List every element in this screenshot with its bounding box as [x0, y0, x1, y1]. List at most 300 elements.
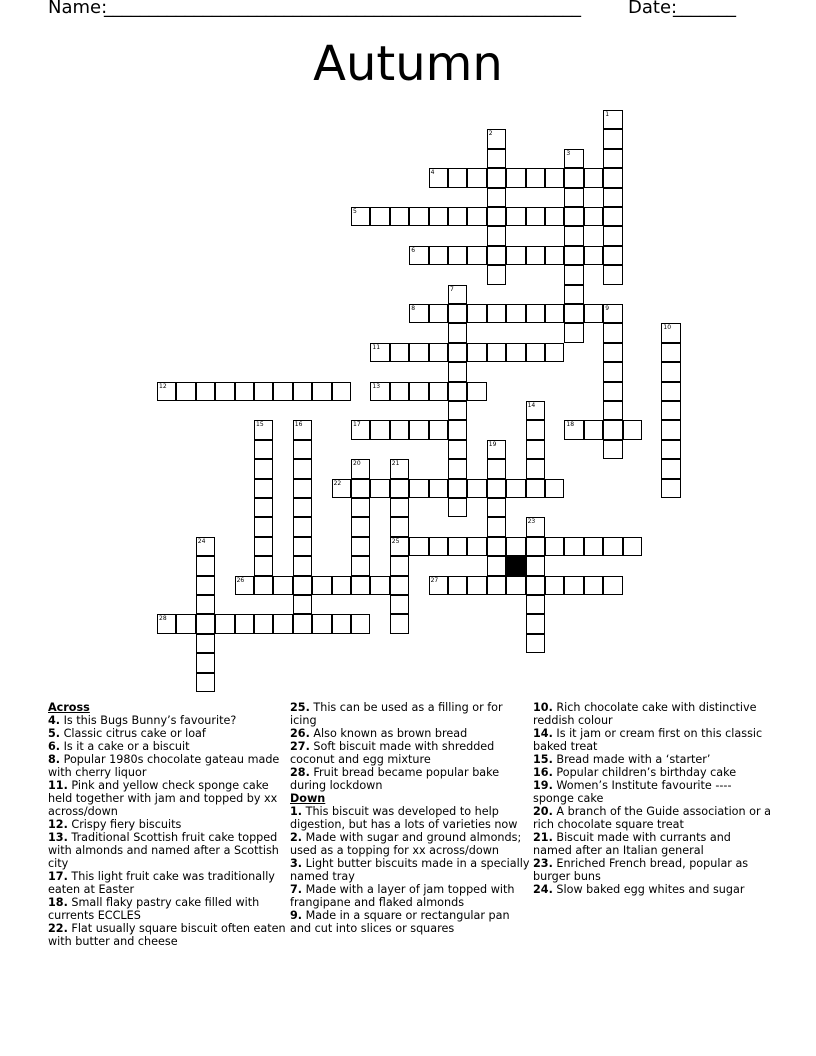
across-clue — [48, 896, 288, 922]
grid-cell[interactable] — [332, 479, 351, 498]
grid-cell[interactable] — [564, 285, 583, 304]
grid-cell[interactable] — [526, 304, 545, 323]
down-clue — [290, 883, 530, 909]
clue-number: 27 — [430, 576, 439, 584]
grid-cell[interactable] — [429, 382, 448, 401]
clue-number: 28 — [159, 615, 167, 623]
grid-cell[interactable] — [390, 595, 409, 614]
grid-cell[interactable] — [526, 634, 545, 653]
grid-cell[interactable] — [603, 304, 622, 323]
grid-cell[interactable] — [196, 382, 215, 401]
grid-cell[interactable] — [254, 479, 273, 498]
grid-cell[interactable] — [526, 556, 545, 575]
clue-text: Traditional Scottish fruit cake topped with almonds and named after a Scottish city — [48, 831, 279, 870]
clue-number-label: 25. — [290, 701, 310, 714]
grid-cell[interactable] — [409, 479, 428, 498]
grid-cell[interactable] — [661, 323, 680, 342]
clue-number: 11 — [372, 343, 381, 351]
grid-cell[interactable] — [293, 479, 312, 498]
grid-cell[interactable] — [506, 207, 525, 226]
clue-number-label: 27. — [290, 740, 310, 753]
grid-cell[interactable] — [448, 479, 467, 498]
grid-cell[interactable] — [429, 207, 448, 226]
grid-cell[interactable] — [603, 537, 622, 556]
grid-cell[interactable] — [661, 382, 680, 401]
grid-cell[interactable] — [584, 168, 603, 187]
clue-number-label: 5. — [48, 727, 61, 740]
grid-cell[interactable] — [448, 362, 467, 381]
grid-cell[interactable] — [584, 420, 603, 439]
grid-cell[interactable] — [545, 576, 564, 595]
grid-cell[interactable] — [467, 207, 486, 226]
clue-text: Is this Bugs Bunny’s favourite? — [63, 714, 237, 727]
grid-cell[interactable] — [487, 246, 506, 265]
grid-cell[interactable] — [157, 382, 176, 401]
clue-number-label: 24. — [533, 883, 553, 896]
grid-cell[interactable] — [429, 420, 448, 439]
clue-number-label: 28. — [290, 766, 310, 779]
grid-cell[interactable] — [429, 246, 448, 265]
grid-cell[interactable] — [564, 537, 583, 556]
grid-cell[interactable] — [603, 110, 622, 129]
grid-cell[interactable] — [273, 576, 292, 595]
grid-cell[interactable] — [332, 382, 351, 401]
grid-cell[interactable] — [487, 129, 506, 148]
grid-cell[interactable] — [176, 382, 195, 401]
clue-number: 1 — [605, 111, 610, 118]
grid-cell[interactable] — [409, 537, 428, 556]
grid-cell[interactable] — [506, 168, 525, 187]
grid-cell[interactable] — [370, 382, 389, 401]
grid-cell[interactable] — [312, 382, 331, 401]
clue-text: Women’s Institute favourite ---- sponge cake — [533, 779, 732, 805]
grid-cell[interactable] — [526, 401, 545, 420]
grid-cell[interactable] — [487, 207, 506, 226]
grid-cell[interactable] — [487, 304, 506, 323]
grid-cell[interactable] — [293, 576, 312, 595]
grid-cell[interactable] — [390, 498, 409, 517]
grid-cell[interactable] — [351, 576, 370, 595]
grid-cell[interactable] — [603, 343, 622, 362]
clue-number-label: 18. — [48, 896, 68, 909]
grid-cell[interactable] — [409, 246, 428, 265]
across-clue — [48, 922, 288, 948]
grid-cell[interactable] — [661, 420, 680, 439]
grid-cell[interactable] — [526, 420, 545, 439]
clue-number: 2 — [488, 130, 493, 138]
grid-cell[interactable] — [467, 246, 486, 265]
grid-cell[interactable] — [467, 479, 486, 498]
grid-cell[interactable] — [564, 188, 583, 207]
grid-cell[interactable] — [603, 246, 622, 265]
grid-cell[interactable] — [467, 168, 486, 187]
grid-cell[interactable] — [332, 576, 351, 595]
grid-cell[interactable] — [564, 207, 583, 226]
grid-cell[interactable] — [351, 207, 370, 226]
grid-cell[interactable] — [254, 517, 273, 536]
grid-cell[interactable] — [487, 498, 506, 517]
grid-cell[interactable] — [545, 304, 564, 323]
grid-cell[interactable] — [487, 479, 506, 498]
grid-cell[interactable] — [487, 168, 506, 187]
grid-cell[interactable] — [545, 246, 564, 265]
clue-number: 13 — [372, 382, 381, 390]
clue-number-label: 17. — [48, 870, 68, 883]
clue-number-label: 26. — [290, 727, 310, 740]
down-clue — [533, 831, 773, 857]
grid-cell[interactable] — [390, 459, 409, 478]
grid-cell[interactable] — [564, 323, 583, 342]
clue-number-label: 12. — [48, 818, 68, 831]
clue-text: Made in a square or rectangular pan and cut into slices or squares — [290, 909, 510, 935]
grid-cell[interactable] — [409, 343, 428, 362]
grid-cell[interactable] — [661, 459, 680, 478]
grid-cell[interactable] — [390, 556, 409, 575]
grid-cell[interactable] — [526, 207, 545, 226]
grid-cell[interactable] — [293, 595, 312, 614]
grid-cell[interactable] — [584, 304, 603, 323]
grid-cell[interactable] — [235, 576, 254, 595]
grid-cell[interactable] — [293, 440, 312, 459]
grid-cell[interactable] — [603, 207, 622, 226]
grid-cell[interactable] — [351, 479, 370, 498]
grid-cell[interactable] — [526, 343, 545, 362]
grid-cell[interactable] — [351, 420, 370, 439]
grid-cell[interactable] — [584, 246, 603, 265]
grid-cell[interactable] — [409, 304, 428, 323]
grid-cell[interactable] — [370, 479, 389, 498]
grid-cell[interactable] — [467, 382, 486, 401]
clue-text: Classic citrus cake or loaf — [63, 727, 206, 740]
grid-cell[interactable] — [545, 537, 564, 556]
clue-text: Flat usually square biscuit often eaten with butter and cheese — [48, 922, 286, 948]
across-clue — [48, 870, 288, 896]
grid-cell[interactable] — [254, 614, 273, 633]
grid-cell[interactable] — [409, 420, 428, 439]
grid-cell[interactable] — [390, 382, 409, 401]
grid-cell[interactable] — [176, 614, 195, 633]
grid-cell[interactable] — [254, 440, 273, 459]
clue-text: Is it a cake or a biscuit — [63, 740, 190, 753]
grid-cell[interactable] — [448, 576, 467, 595]
clue-number: 5 — [353, 208, 357, 215]
grid-cell[interactable] — [448, 420, 467, 439]
grid-cell[interactable] — [196, 556, 215, 575]
grid-cell[interactable] — [487, 459, 506, 478]
grid-cell[interactable] — [196, 614, 215, 633]
grid-cell[interactable] — [603, 362, 622, 381]
grid-cell[interactable] — [564, 168, 583, 187]
grid-cell[interactable] — [603, 440, 622, 459]
grid-cell[interactable] — [351, 459, 370, 478]
clue-text: Made with sugar and ground almonds; used as a topping for xx across/down — [290, 831, 522, 857]
grid-cell[interactable] — [661, 440, 680, 459]
down-clue — [533, 727, 773, 753]
grid-cell[interactable] — [293, 537, 312, 556]
grid-cell[interactable] — [603, 576, 622, 595]
grid-cell[interactable] — [312, 614, 331, 633]
grid-cell[interactable] — [467, 343, 486, 362]
grid-cell[interactable] — [448, 168, 467, 187]
grid-cell[interactable] — [448, 285, 467, 304]
grid-cell[interactable] — [661, 401, 680, 420]
grid-cell[interactable] — [526, 459, 545, 478]
grid-cell[interactable] — [215, 614, 234, 633]
grid-cell[interactable] — [390, 614, 409, 633]
clue-number: 4 — [430, 169, 435, 177]
grid-cell[interactable] — [603, 265, 622, 284]
grid-cell[interactable] — [351, 517, 370, 536]
grid-cell[interactable] — [293, 556, 312, 575]
grid-cell[interactable] — [448, 246, 467, 265]
grid-cell[interactable] — [526, 168, 545, 187]
grid-cell[interactable] — [564, 576, 583, 595]
grid-cell[interactable] — [506, 304, 525, 323]
grid-cell[interactable] — [370, 420, 389, 439]
grid-cell[interactable] — [487, 343, 506, 362]
grid-cell[interactable] — [661, 479, 680, 498]
clue-number: 16 — [294, 421, 303, 429]
grid-cell[interactable] — [526, 517, 545, 536]
grid-cell[interactable] — [545, 168, 564, 187]
grid-cell[interactable] — [526, 440, 545, 459]
clue-number-label: 3. — [290, 857, 303, 870]
across-clue — [48, 753, 288, 779]
grid-cell[interactable] — [564, 149, 583, 168]
grid-cell[interactable] — [332, 614, 351, 633]
clue-number: 8 — [411, 305, 416, 312]
across-clue — [290, 766, 530, 792]
grid-cell[interactable] — [506, 343, 525, 362]
grid-cell[interactable] — [293, 614, 312, 633]
grid-cell[interactable] — [370, 207, 389, 226]
down-clue — [533, 805, 773, 831]
grid-cell[interactable] — [254, 382, 273, 401]
grid-cell[interactable] — [603, 129, 622, 148]
grid-cell[interactable] — [448, 304, 467, 323]
grid-cell[interactable] — [564, 420, 583, 439]
grid-cell[interactable] — [564, 304, 583, 323]
grid-cell[interactable] — [584, 537, 603, 556]
grid-cell[interactable] — [390, 343, 409, 362]
grid-cell[interactable] — [448, 401, 467, 420]
grid-cell[interactable] — [623, 420, 642, 439]
name-label: Name: — [48, 0, 108, 18]
clue-number: 20 — [353, 460, 361, 468]
grid-cell[interactable] — [526, 576, 545, 595]
grid-cell[interactable] — [526, 479, 545, 498]
grid-cell[interactable] — [448, 207, 467, 226]
grid-cell[interactable] — [661, 343, 680, 362]
grid-cell[interactable] — [487, 226, 506, 245]
clue-text: Slow baked egg whites and sugar — [556, 883, 745, 896]
grid-cell[interactable] — [487, 188, 506, 207]
grid-cell[interactable] — [487, 556, 506, 575]
grid-cell[interactable] — [564, 226, 583, 245]
grid-cell[interactable] — [196, 634, 215, 653]
grid-cell[interactable] — [603, 420, 622, 439]
grid-cell[interactable] — [429, 479, 448, 498]
grid-cell[interactable] — [584, 207, 603, 226]
grid-cell[interactable] — [603, 188, 622, 207]
grid-cell[interactable] — [157, 614, 176, 633]
grid-cell[interactable] — [429, 537, 448, 556]
grid-cell[interactable] — [661, 362, 680, 381]
grid-cell[interactable] — [351, 556, 370, 575]
grid-cell[interactable] — [293, 420, 312, 439]
grid-cell[interactable] — [487, 576, 506, 595]
across-clue — [290, 701, 530, 727]
name-blank-line[interactable]: _____________________________________________________ — [104, 0, 581, 18]
grid-cell[interactable] — [448, 382, 467, 401]
grid-cell[interactable] — [351, 614, 370, 633]
grid-cell[interactable] — [235, 382, 254, 401]
grid-cell[interactable] — [235, 614, 254, 633]
grid-cell[interactable] — [370, 343, 389, 362]
grid-cell[interactable] — [467, 304, 486, 323]
date-blank-line[interactable]: _______ — [673, 0, 736, 18]
grid-cell[interactable] — [196, 595, 215, 614]
grid-cell[interactable] — [506, 537, 525, 556]
grid-cell[interactable] — [467, 537, 486, 556]
grid-cell[interactable] — [390, 576, 409, 595]
grid-cell[interactable] — [526, 614, 545, 633]
grid-cell[interactable] — [526, 246, 545, 265]
clue-number-label: 6. — [48, 740, 61, 753]
across-clue — [48, 740, 288, 753]
clue-number: 6 — [411, 246, 416, 254]
across-clue — [48, 714, 288, 727]
grid-cell[interactable] — [545, 343, 564, 362]
grid-cell[interactable] — [254, 498, 273, 517]
clue-number: 23 — [527, 518, 536, 526]
grid-cell[interactable] — [409, 382, 428, 401]
grid-cell[interactable] — [448, 343, 467, 362]
grid-cell[interactable] — [254, 556, 273, 575]
grid-cell[interactable] — [526, 537, 545, 556]
clue-number: 19 — [488, 440, 497, 448]
grid-cell[interactable] — [312, 576, 331, 595]
grid-cell[interactable] — [254, 420, 273, 439]
grid-cell[interactable] — [487, 149, 506, 168]
grid-cell[interactable] — [448, 498, 467, 517]
clue-number-label: 13. — [48, 831, 68, 844]
grid-cell[interactable] — [293, 517, 312, 536]
grid-cell[interactable] — [603, 168, 622, 187]
grid-cell[interactable] — [545, 479, 564, 498]
grid-cell[interactable] — [487, 265, 506, 284]
grid-cell[interactable] — [409, 207, 428, 226]
grid-cell[interactable] — [603, 149, 622, 168]
clue-text: Biscuit made with currants and named after an Italian general — [533, 831, 731, 857]
grid-cell[interactable] — [603, 382, 622, 401]
clue-number: 22 — [333, 479, 342, 487]
grid-cell[interactable] — [545, 207, 564, 226]
grid-cell[interactable] — [215, 382, 234, 401]
grid-cell[interactable] — [506, 479, 525, 498]
clue-number-label: 16. — [533, 766, 553, 779]
grid-cell[interactable] — [526, 595, 545, 614]
clue-number: 14 — [527, 402, 536, 409]
grid-cell[interactable] — [603, 401, 622, 420]
grid-cell[interactable] — [429, 304, 448, 323]
grid-cell[interactable] — [390, 207, 409, 226]
clue-number-label: 8. — [48, 753, 61, 766]
clue-number-label: 1. — [290, 805, 303, 818]
grid-cell[interactable] — [293, 498, 312, 517]
clue-number: 15 — [256, 421, 264, 429]
grid-cell[interactable] — [293, 459, 312, 478]
grid-cell[interactable] — [351, 498, 370, 517]
grid-cell[interactable] — [196, 537, 215, 556]
grid-cell[interactable] — [429, 168, 448, 187]
clue-number-label: 20. — [533, 805, 553, 818]
grid-cell[interactable] — [196, 673, 215, 692]
grid-cell[interactable] — [506, 246, 525, 265]
grid-cell[interactable] — [584, 576, 603, 595]
grid-cell[interactable] — [390, 537, 409, 556]
grid-cell[interactable] — [254, 576, 273, 595]
grid-cell[interactable] — [429, 576, 448, 595]
grid-cell[interactable] — [254, 459, 273, 478]
clue-text: Pink and yellow check sponge cake held together with jam and topped by xx across/down — [48, 779, 278, 818]
clue-number: 25 — [391, 537, 400, 545]
clue-text: Soft biscuit made with shredded coconut and egg mixture — [290, 740, 495, 766]
grid-cell[interactable] — [603, 323, 622, 342]
grid-cell[interactable] — [487, 517, 506, 536]
clue-text: Enriched French bread, popular as burger buns — [533, 857, 749, 883]
down-clue — [533, 701, 773, 727]
grid-cell[interactable] — [467, 576, 486, 595]
grid-cell[interactable] — [429, 343, 448, 362]
grid-cell[interactable] — [603, 226, 622, 245]
down-clue — [290, 909, 530, 935]
grid-cell[interactable] — [448, 537, 467, 556]
across-heading: Across — [48, 701, 90, 714]
grid-cell[interactable] — [564, 265, 583, 284]
grid-cell[interactable] — [273, 382, 292, 401]
grid-cell[interactable] — [623, 537, 642, 556]
grid-cell[interactable] — [196, 576, 215, 595]
grid-cell[interactable] — [254, 537, 273, 556]
clue-text: Small flaky pastry cake filled with currents ECCLES — [48, 896, 260, 922]
clue-text: This can be used as a filling or for icing — [290, 701, 503, 727]
grid-cell[interactable] — [390, 517, 409, 536]
grid-cell[interactable] — [293, 382, 312, 401]
black-cell — [506, 556, 525, 575]
grid-cell[interactable] — [370, 576, 389, 595]
clue-text: Is it jam or cream first on this classic baked treat — [533, 727, 763, 753]
clue-text: Made with a layer of jam topped with frangipane and flaked almonds — [290, 883, 515, 909]
grid-cell[interactable] — [390, 479, 409, 498]
grid-cell[interactable] — [351, 537, 370, 556]
clue-text: A branch of the Guide association or a rich chocolate square treat — [533, 805, 772, 831]
grid-cell[interactable] — [448, 440, 467, 459]
clue-number: 10 — [663, 324, 672, 332]
grid-cell[interactable] — [564, 246, 583, 265]
grid-cell[interactable] — [487, 537, 506, 556]
clue-number-label: 4. — [48, 714, 61, 727]
grid-cell[interactable] — [273, 614, 292, 633]
grid-cell[interactable] — [506, 576, 525, 595]
grid-cell[interactable] — [487, 440, 506, 459]
grid-cell[interactable] — [196, 653, 215, 672]
clue-text: Light butter biscuits made in a specially named tray — [290, 857, 530, 883]
grid-cell[interactable] — [448, 323, 467, 342]
down-clue — [290, 805, 530, 831]
grid-cell[interactable] — [448, 459, 467, 478]
grid-cell[interactable] — [390, 420, 409, 439]
